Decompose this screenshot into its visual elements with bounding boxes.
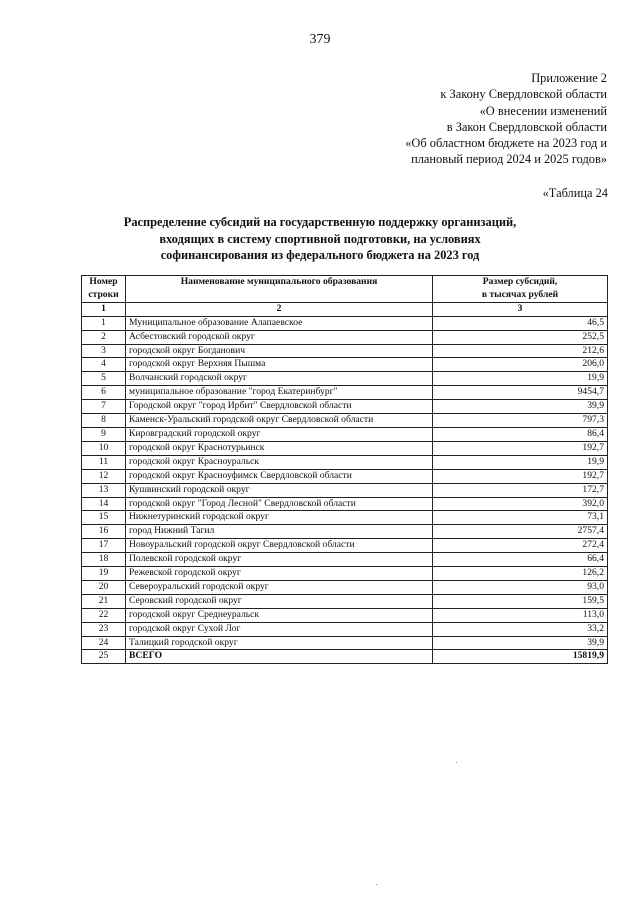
municipality-name: городской округ Красноуральск	[126, 455, 433, 469]
column-index-row	[82, 302, 608, 316]
row-number: 17	[82, 539, 126, 553]
row-number: 1	[82, 316, 126, 330]
subsidy-amount: 192,7	[433, 469, 608, 483]
header-subsidy-amount	[433, 276, 608, 303]
subsidy-amount: 172,7	[433, 483, 608, 497]
table-row	[82, 455, 608, 469]
table-row	[82, 469, 608, 483]
subsidy-amount: 39,9	[433, 400, 608, 414]
municipality-name: Полевской городской округ	[126, 553, 433, 567]
title-line: входящих в систему спортивной подготовки, на условиях	[159, 231, 481, 246]
municipality-name: Муниципальное образование Алапаевское	[126, 316, 433, 330]
subsidy-amount: 9454,7	[433, 386, 608, 400]
row-number: 18	[82, 553, 126, 567]
municipality-name: городской округ Богданович	[126, 344, 433, 358]
row-number: 22	[82, 608, 126, 622]
scan-speck	[376, 884, 377, 885]
table-row	[82, 386, 608, 400]
table-row	[82, 414, 608, 428]
row-number: 7	[82, 400, 126, 414]
subsidy-amount: 66,4	[433, 553, 608, 567]
municipality-name: Североуральский городской округ	[126, 580, 433, 594]
title-line: Распределение субсидий на государственную поддержку организаций,	[123, 215, 517, 229]
row-number: 20	[82, 580, 126, 594]
row-number: 21	[82, 594, 126, 608]
header-municipality: Наименование муниципального образования	[126, 276, 433, 303]
header-row-number	[82, 276, 126, 303]
subsidy-amount: 192,7	[433, 441, 608, 455]
table-row	[82, 525, 608, 539]
table-row	[82, 483, 608, 497]
table-row	[82, 316, 608, 330]
municipality-name: Талицкий городской округ	[126, 636, 433, 650]
row-number: 11	[82, 455, 126, 469]
table-row	[82, 553, 608, 567]
row-number: 15	[82, 511, 126, 525]
row-number: 16	[82, 525, 126, 539]
table-row	[82, 567, 608, 581]
scan-speck	[456, 762, 457, 763]
row-number: 9	[82, 427, 126, 441]
appendix-header	[405, 70, 607, 168]
appendix-line: «О внесении изменений	[479, 103, 607, 118]
header-row-number-line: строки	[88, 288, 119, 300]
row-number: 10	[82, 441, 126, 455]
subsidy-amount: 252,5	[433, 330, 608, 344]
subsidy-amount: 212,6	[433, 344, 608, 358]
page-number: 379	[309, 32, 331, 47]
municipality-name: Кировградский городской округ	[126, 427, 433, 441]
row-number: 3	[82, 344, 126, 358]
subsidy-amount: 93,0	[433, 580, 608, 594]
row-number: 5	[82, 372, 126, 386]
table-row	[82, 594, 608, 608]
municipality-name: Режевской городской округ	[126, 567, 433, 581]
subsidy-amount: 392,0	[433, 497, 608, 511]
appendix-line: в Закон Свердловской области	[446, 119, 607, 134]
table-row	[82, 539, 608, 553]
subsidy-amount: 797,3	[433, 414, 608, 428]
municipality-name: Волчанский городской округ	[126, 372, 433, 386]
table-body	[82, 316, 608, 664]
column-index: 1	[82, 302, 126, 316]
table-row	[82, 441, 608, 455]
subsidy-amount: 159,5	[433, 594, 608, 608]
document-title	[0, 214, 640, 264]
row-number: 25	[82, 650, 126, 664]
row-number: 6	[82, 386, 126, 400]
subsidy-amount: 86,4	[433, 427, 608, 441]
subsidy-amount: 73,1	[433, 511, 608, 525]
table-row	[82, 372, 608, 386]
subsidy-amount: 2757,4	[433, 525, 608, 539]
table-row	[82, 427, 608, 441]
row-number: 13	[82, 483, 126, 497]
appendix-line: Приложение 2	[531, 71, 607, 85]
table-row	[82, 330, 608, 344]
header-subsidy-line: в тысячах рублей	[481, 288, 559, 300]
subsidy-amount: 46,5	[433, 316, 608, 330]
subsidy-amount: 19,9	[433, 455, 608, 469]
municipality-name: Нижнетуринский городской округ	[126, 511, 433, 525]
municipality-name: городской округ Красноуфимск Свердловской области	[126, 469, 433, 483]
title-line: софинансирования из федерального бюджета на 2023 год	[160, 248, 480, 262]
appendix-line: к Закону Свердловской области	[440, 87, 607, 102]
table-row	[82, 358, 608, 372]
row-number: 24	[82, 636, 126, 650]
row-number: 8	[82, 414, 126, 428]
row-number: 14	[82, 497, 126, 511]
total-amount: 15819,9	[433, 650, 608, 664]
municipality-name: Серовский городской округ	[126, 594, 433, 608]
municipality-name: городской округ Среднеуральск	[126, 608, 433, 622]
appendix-line: «Об областном бюджете на 2023 год и	[405, 136, 607, 151]
subsidy-amount: 39,9	[433, 636, 608, 650]
table-row	[82, 636, 608, 650]
municipality-name: Асбестовский городской округ	[126, 330, 433, 344]
column-index: 2	[126, 302, 433, 316]
table-row	[82, 400, 608, 414]
table-row	[82, 608, 608, 622]
table-row	[82, 511, 608, 525]
row-number: 2	[82, 330, 126, 344]
subsidy-amount: 126,2	[433, 567, 608, 581]
municipality-name: городской округ Сухой Лог	[126, 622, 433, 636]
subsidy-amount: 33,2	[433, 622, 608, 636]
header-row-number-line: Номер	[89, 276, 118, 287]
municipality-name: муниципальное образование "город Екатеринбург"	[126, 386, 433, 400]
row-number: 4	[82, 358, 126, 372]
municipality-name: Каменск-Уральский городской округ Свердловской области	[126, 414, 433, 428]
table-label: «Таблица 24	[542, 186, 608, 200]
municipality-name: городской округ Краснотурьинск	[126, 441, 433, 455]
total-row	[82, 650, 608, 664]
row-number: 23	[82, 622, 126, 636]
table-row	[82, 344, 608, 358]
municipality-name: Новоуральский городской округ Свердловской области	[126, 539, 433, 553]
row-number: 12	[82, 469, 126, 483]
column-index: 3	[433, 302, 608, 316]
municipality-name: городской округ Верхняя Пышма	[126, 358, 433, 372]
municipality-name: Городской округ "город Ирбит" Свердловской области	[126, 400, 433, 414]
municipality-name: городской округ "Город Лесной" Свердловской области	[126, 497, 433, 511]
appendix-line: плановый период 2024 и 2025 годов»	[411, 152, 607, 167]
subsidy-amount: 113,0	[433, 608, 608, 622]
subsidies-table	[81, 275, 608, 664]
subsidy-amount: 19,9	[433, 372, 608, 386]
table-row	[82, 622, 608, 636]
header-subsidy-line: Размер субсидий,	[482, 276, 558, 287]
row-number: 19	[82, 567, 126, 581]
table-header-row	[82, 276, 608, 303]
municipality-name: Кушвинский городской округ	[126, 483, 433, 497]
subsidy-amount: 206,0	[433, 358, 608, 372]
municipality-name: город Нижний Тагил	[126, 525, 433, 539]
subsidy-amount: 272,4	[433, 539, 608, 553]
total-label: ВСЕГО	[126, 650, 433, 664]
table-row	[82, 497, 608, 511]
table-row	[82, 580, 608, 594]
